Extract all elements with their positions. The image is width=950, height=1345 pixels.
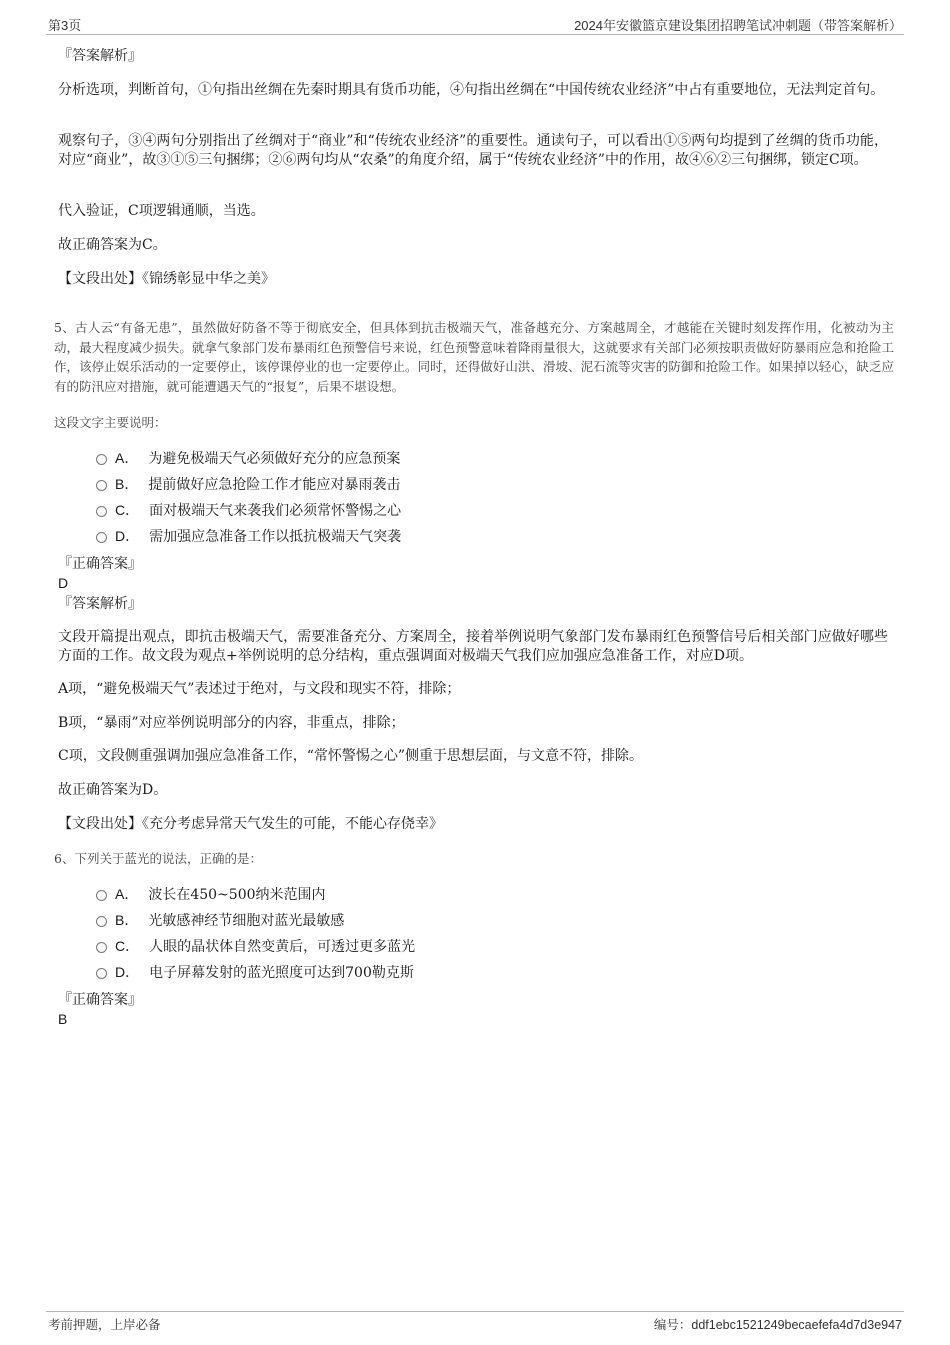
q5-analysis-para-4: C项，文段侧重强调加强应急准备工作，“常怀警惕之心”侧重于思想层面，与文意不符，排除。 (58, 748, 644, 764)
q5-analysis-label: 『答案解析』 (58, 596, 142, 612)
q5-option-d[interactable]: D． 需加强应急准备工作以抵抗极端天气突袭 (96, 527, 401, 546)
radio-button-icon[interactable] (96, 916, 107, 927)
q5-question: 这段文字主要说明： (54, 415, 167, 430)
q4-analysis-para-3: 代入验证，C项逻辑通顺，当选。 (58, 203, 265, 219)
radio-button-icon[interactable] (96, 454, 107, 465)
q5-analysis-para-3: B项，“暴雨”对应举例说明部分的内容，非重点，排除； (58, 715, 405, 731)
radio-button-icon[interactable] (96, 480, 107, 491)
q5-correct-label: 『正确答案』 (58, 556, 142, 572)
q6-correct-answer: B (58, 1011, 68, 1027)
footer-slogan: 考前押题，上岸必备 (48, 1318, 161, 1332)
page-header (46, 12, 904, 35)
q4-analysis-label: 『答案解析』 (58, 48, 142, 64)
q6-option-b[interactable]: B． 光敏感神经节细胞对蓝光最敏感 (96, 911, 344, 930)
q5-option-c[interactable]: C． 面对极端天气来袭我们必须常怀警惕之心 (96, 501, 401, 520)
q5-option-a[interactable]: A． 为避免极端天气必须做好充分的应急预案 (96, 449, 400, 468)
radio-button-icon[interactable] (96, 506, 107, 517)
page-number: 第3页 (48, 18, 82, 33)
q5-correct-answer: D (58, 575, 69, 591)
q4-analysis-para-1: 分析选项，判断首句，①句指出丝绸在先秦时期具有货币功能，④句指出丝绸在“中国传统农业经济”中占有重要地位，无法判定首句。 (58, 82, 885, 98)
q5-analysis-para-5: 故正确答案为D。 (58, 782, 168, 798)
radio-button-icon[interactable] (96, 968, 107, 979)
document-serial: 编号：ddf1ebc1521249becaefefa4d7d3e947 (653, 1318, 902, 1332)
radio-button-icon[interactable] (96, 890, 107, 901)
q6-correct-label: 『正确答案』 (58, 992, 142, 1008)
q6-option-c[interactable]: C． 人眼的晶状体自然变黄后，可透过更多蓝光 (96, 937, 415, 956)
q4-analysis-para-2: 观察句子，③④两句分别指出了丝绸对于“商业”和“传统农业经济”的重要性。通读句子，可以看出①⑤两句均提到了丝绸的货币功能，对应“商业”，故③①⑤三句捆绑；②⑥两句均从“农桑”的角度介绍，属于“传统农业经济”中的作用，故④⑥②三句捆绑，锁定C项。 (58, 133, 888, 168)
q6-option-d[interactable]: D． 电子屏幕发射的蓝光照度可达到700勒克斯 (96, 963, 414, 982)
q5-source: 【文段出处】《充分考虑异常天气发生的可能，不能心存侥幸》 (58, 816, 443, 832)
q4-analysis-para-4: 故正确答案为C。 (58, 237, 167, 253)
q5-option-b[interactable]: B． 提前做好应急抢险工作才能应对暴雨袭击 (96, 475, 400, 494)
radio-button-icon[interactable] (96, 942, 107, 953)
page-footer (46, 1311, 904, 1336)
q5-analysis-para-2: A项，“避免极端天气”表述过于绝对，与文段和现实不符，排除； (58, 681, 461, 697)
q4-source: 【文段出处】《锦绣彰显中华之美》 (58, 271, 275, 287)
radio-button-icon[interactable] (96, 532, 107, 543)
q5-stem: 5、古人云“有备无患”，虽然做好防备不等于彻底安全，但具体到抗击极端天气，准备越充分、方案越周全，才越能在关键时刻发挥作用，化被动为主动，最大程度减少损失。就拿气象部门发布暴雨红色预警信号来说，红色预警意味着降雨量很大，这就要求有关部门必须按职责做好防暴雨应急和抢险工作，该停止娱乐活动的一定要停止，该停课停业的也一定要停止。同时，还得做好山洪、滑坡、泥石流等灾害的防御和抢险工作。如果掉以轻心，缺乏应有的防汛应对措施，就可能遭遇天气的“报复”，后果不堪设想。 (54, 320, 894, 394)
q6-stem: 6、下列关于蓝光的说法，正确的是： (54, 851, 262, 866)
q6-option-a[interactable]: A． 波长在450~500纳米范围内 (96, 885, 326, 904)
q5-analysis-para-1: 文段开篇提出观点，即抗击极端天气，需要准备充分、方案周全，接着举例说明气象部门发布暴雨红色预警信号后相关部门应做好哪些方面的工作。故文段为观点+举例说明的总分结构，重点强调面对极端天气我们应加强应急准备工作，对应D项。 (58, 629, 888, 664)
document-title: 2024年安徽篮京建设集团招聘笔试冲刺题（带答案解析） (574, 18, 902, 33)
